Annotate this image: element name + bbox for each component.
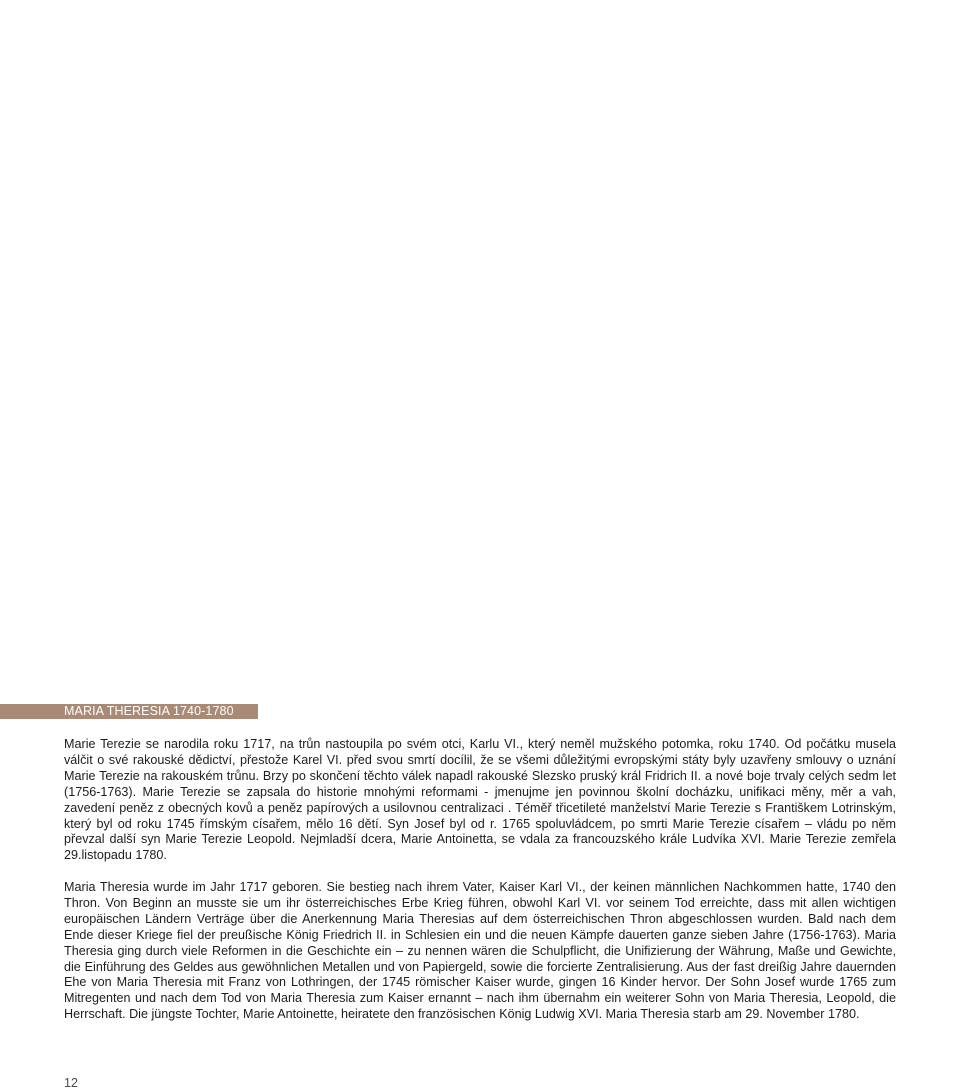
paragraph-german: Maria Theresia wurde im Jahr 1717 geboren. Sie bestieg nach ihrem Vater, Kaiser Karl VI., der keinen männlichen Nachkommen hatte, 1740 den Thron. Von Beginn an musste sie um ihr österreichisches Erbe Krieg führen, obwohl Karl VI. vor seinem Tod erreichte, dass mit allen wichtigen europäischen Ländern Verträge über die Anerkennung Maria Theresias auf dem österreichischen Thron abgeschlossen wurden. Bald nach dem Ende dieser Kriege fiel der preußische König Friedrich II. in Schlesien ein und die neuen Kämpfe dauerten ganze sieben Jahre (1756-1763). Maria Theresia ging durch viele Reformen in die Geschichte ein – zu nennen wären die Schulpflicht, die Unifizierung der Währung, Maße und Gewichte, die Einführung des Geldes aus gewöhnlichen Metallen und von Papiergeld, sowie die forcierte Zentralisierung. Aus der fast dreißig Jahre dauernden Ehe von Maria Theresia mit Franz von Lothringen, der 1745 römischer Kaiser wurde, gingen 16 Kinder hervor. Der Sohn Josef wurde 1765 zum Mitregenten und nach dem Tod von Maria Theresia zum Kaiser ernannt – nach ihm übernahm ein weiterer Sohn von Maria Theresia, Leopold, die Herrschaft. Die jüngste Tochter, Marie Antoinette, heiratete den französischen König Ludwig XVI. Maria Theresia starb am 29. November 1780. [64, 880, 896, 1022]
section-title: MARIA THERESIA 1740-1780 [64, 704, 234, 718]
page-number: 12 [64, 1076, 78, 1090]
paragraph-czech: Marie Terezie se narodila roku 1717, na trůn nastoupila po svém otci, Karlu VI., který neměl mužského potomka, roku 1740. Od počátku musela válčit o své rakouské dědictví, přestože Karel VI. před svou smrtí docílil, že se všemi důležitými evropskými státy byly uzavřeny smlouvy o uznání Marie Terezie na rakouském trůnu. Brzy po skončení těchto válek napadl rakouské Slezsko pruský král Fridrich II. a nové boje trvaly celých sedm let (1756-1763). Marie Terezie se zapsala do historie mnohými reformami - jmenujme jen povinnou školní docházku, unifikaci měny, měr a vah, zavedení peněz z obecných kovů a peněz papírových a usilovnou centralizaci . Téměř třicetileté manželství Marie Terezie s Františkem Lotrinským, který byl od roku 1745 římským císařem, mělo 16 dětí. Syn Josef byl od r. 1765 spoluvládcem, po smrti Marie Terezie císařem – vládu po něm převzal další syn Marie Terezie Leopold. Nejmladší dcera, Marie Antoinetta, se vdala za francouzského krále Ludvíka XVI. Marie Terezie zemřela 29.listopadu 1780. [64, 737, 896, 863]
